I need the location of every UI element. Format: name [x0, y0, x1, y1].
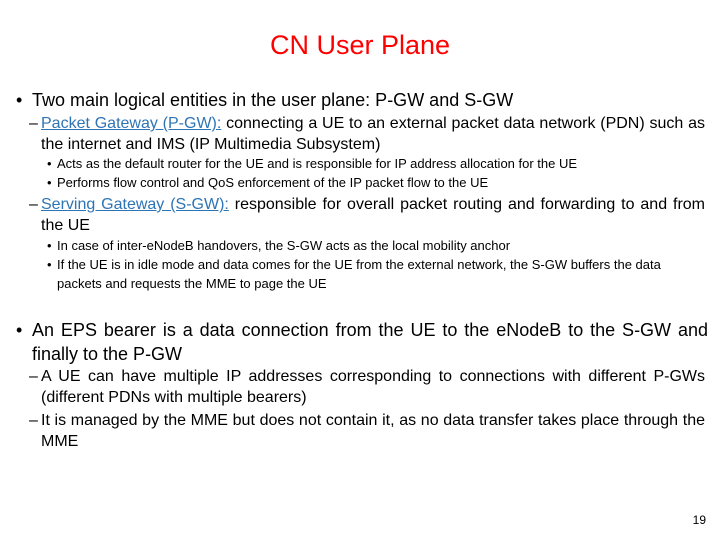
dash-marker: – — [29, 115, 38, 132]
bullet-marker: • — [47, 156, 52, 171]
bullet-text: Two main logical entities in the user plane: P-GW and S-GW — [32, 90, 514, 110]
bullet-marker: • — [47, 238, 52, 253]
bullet-marker: • — [47, 175, 52, 190]
dash-marker: – — [29, 196, 38, 213]
bullet-marker: • — [16, 320, 23, 340]
sgw-point-text: In case of inter-eNodeB handovers, the S-GW acts as the local mobility anchor — [57, 238, 511, 253]
sgw-point-text: If the UE is in idle mode and data comes for the UE from the external network, the S-GW buffers the data packets and requests the MME to page the UE — [57, 257, 661, 291]
eps-subpoint-1 — [29, 366, 705, 408]
bullet-marker: • — [16, 90, 23, 110]
pgw-point-2 — [47, 173, 707, 192]
bullet-text: An EPS bearer is a data connection from the UE to the eNodeB to the S-GW and finally to the P-GW — [32, 320, 708, 364]
sgw-point-1 — [47, 236, 707, 255]
eps-subpoint-2 — [29, 410, 705, 452]
page-title: CN User Plane — [269, 30, 451, 60]
sgw-point-2 — [47, 255, 707, 293]
pgw-point-text: Acts as the default router for the UE and is responsible for IP address allocation for the UE — [57, 156, 578, 171]
sgw-term: Serving Gateway (S-GW): — [41, 196, 229, 213]
subbullet-pgw — [29, 113, 705, 155]
sgw-description: responsible for overall packet routing and forwarding to and from the UE — [41, 196, 705, 234]
dash-marker: – — [29, 368, 38, 385]
pgw-point-text: Performs flow control and QoS enforcement of the IP packet flow to the UE — [57, 175, 489, 190]
pgw-point-1 — [47, 154, 707, 173]
pgw-term: Packet Gateway (P-GW): — [41, 115, 222, 132]
eps-subpoint-text: A UE can have multiple IP addresses corresponding to connections with different P-GWs (different PDNs with multiple bearers) — [41, 368, 705, 406]
subbullet-sgw — [29, 194, 705, 236]
dash-marker: – — [29, 412, 38, 429]
bullet-eps-bearer — [18, 318, 708, 366]
page-number: 19 — [692, 513, 706, 527]
pgw-description: connecting a UE to an external packet data network (PDN) such as the internet and IMS (IP Multimedia Subsystem) — [41, 115, 705, 153]
eps-subpoint-text: It is managed by the MME but does not contain it, as no data transfer takes place through the MME — [41, 412, 705, 450]
bullet-entities — [18, 88, 708, 112]
bullet-marker: • — [47, 257, 52, 272]
